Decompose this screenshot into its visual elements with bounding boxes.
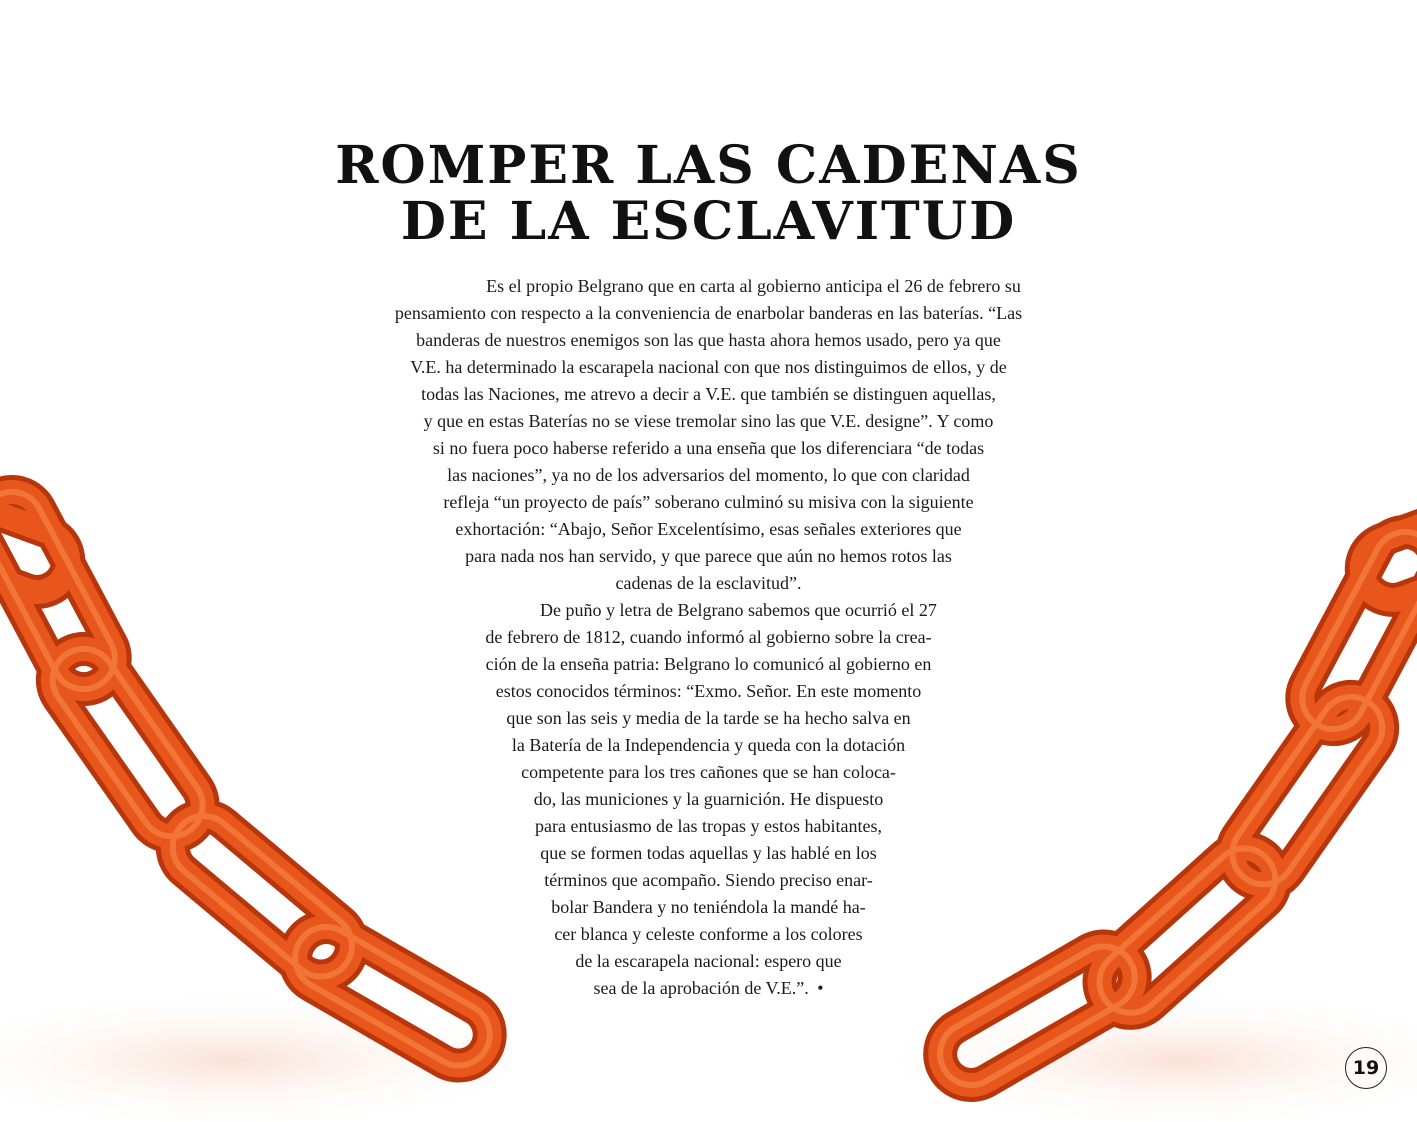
- body-line: términos que acompaño. Siendo preciso enar-: [544, 870, 873, 890]
- body-line-text: sea de la aprobación de V.E.”.: [593, 978, 809, 998]
- body-line-last: [0, 975, 1417, 1002]
- body-line: la Batería de la Independencia y queda con la dotación: [511, 735, 906, 755]
- body-line: que son las seis y media de la tarde se ha hecho salva en: [506, 708, 911, 728]
- page-title: [0, 135, 1417, 252]
- body-line: De puño y letra de Belgrano sabemos que ocurrió el 27: [540, 600, 937, 620]
- body-line: competente para los tres cañones que se han coloca-: [521, 762, 896, 782]
- body-line: Es el propio Belgrano que en carta al gobierno anticipa el 26 de febrero su: [486, 276, 1021, 296]
- body-line: para nada nos han servido, y que parece que aún no hemos rotos las: [465, 546, 952, 566]
- body-line: banderas de nuestros enemigos son las que hasta ahora hemos usado, pero ya que: [416, 330, 1001, 350]
- body-line: cer blanca y celeste conforme a los colores: [554, 924, 863, 944]
- body-line: todas las Naciones, me atrevo a decir a V.E. que también se distinguen aquellas,: [421, 384, 996, 404]
- body-line: si no fuera poco haberse referido a una enseña que los diferenciara “de todas: [432, 438, 985, 458]
- title-line-1: ROMPER LAS CADENAS: [335, 135, 1082, 196]
- body-line: cadenas de la esclavitud”.: [615, 573, 802, 593]
- body-line: exhortación: “Abajo, Señor Excelentísimo, esas señales exteriores que: [455, 519, 962, 539]
- body-line: para entusiasmo de las tropas y estos habitantes,: [535, 816, 882, 836]
- page-number: 19: [1345, 1047, 1387, 1089]
- body-line: las naciones”, ya no de los adversarios del momento, lo que con claridad: [447, 465, 970, 485]
- body-line: ción de la enseña patria: Belgrano lo comunicó al gobierno en: [485, 654, 932, 674]
- body-line: que se formen todas aquellas y las hablé en los: [540, 843, 877, 863]
- body-line: de febrero de 1812, cuando informó al gobierno sobre la crea-: [485, 627, 932, 647]
- body-line: estos conocidos términos: “Exmo. Señor. En este momento: [495, 681, 922, 701]
- body-line: V.E. ha determinado la escarapela nacional con que nos distinguimos de ellos, y de: [410, 357, 1007, 377]
- body-line: de la escarapela nacional: espero que: [575, 951, 842, 971]
- title-line-2: DE LA ESCLAVITUD: [400, 191, 1017, 252]
- body-line: do, las municiones y la guarnición. He dispuesto: [533, 789, 884, 809]
- body-line: y que en estas Baterías no se viese tremolar sino las que V.E. designe”. Y como: [423, 411, 994, 431]
- body-line: bolar Bandera y no teniéndola la mandé ha-: [551, 897, 866, 917]
- body-line: refleja “un proyecto de país” soberano culminó su misiva con la siguiente: [443, 492, 974, 512]
- body-line: pensamiento con respecto a la conveniencia de enarbolar banderas en las baterías. “Las: [394, 303, 1023, 323]
- end-mark-bullet: •: [817, 978, 824, 998]
